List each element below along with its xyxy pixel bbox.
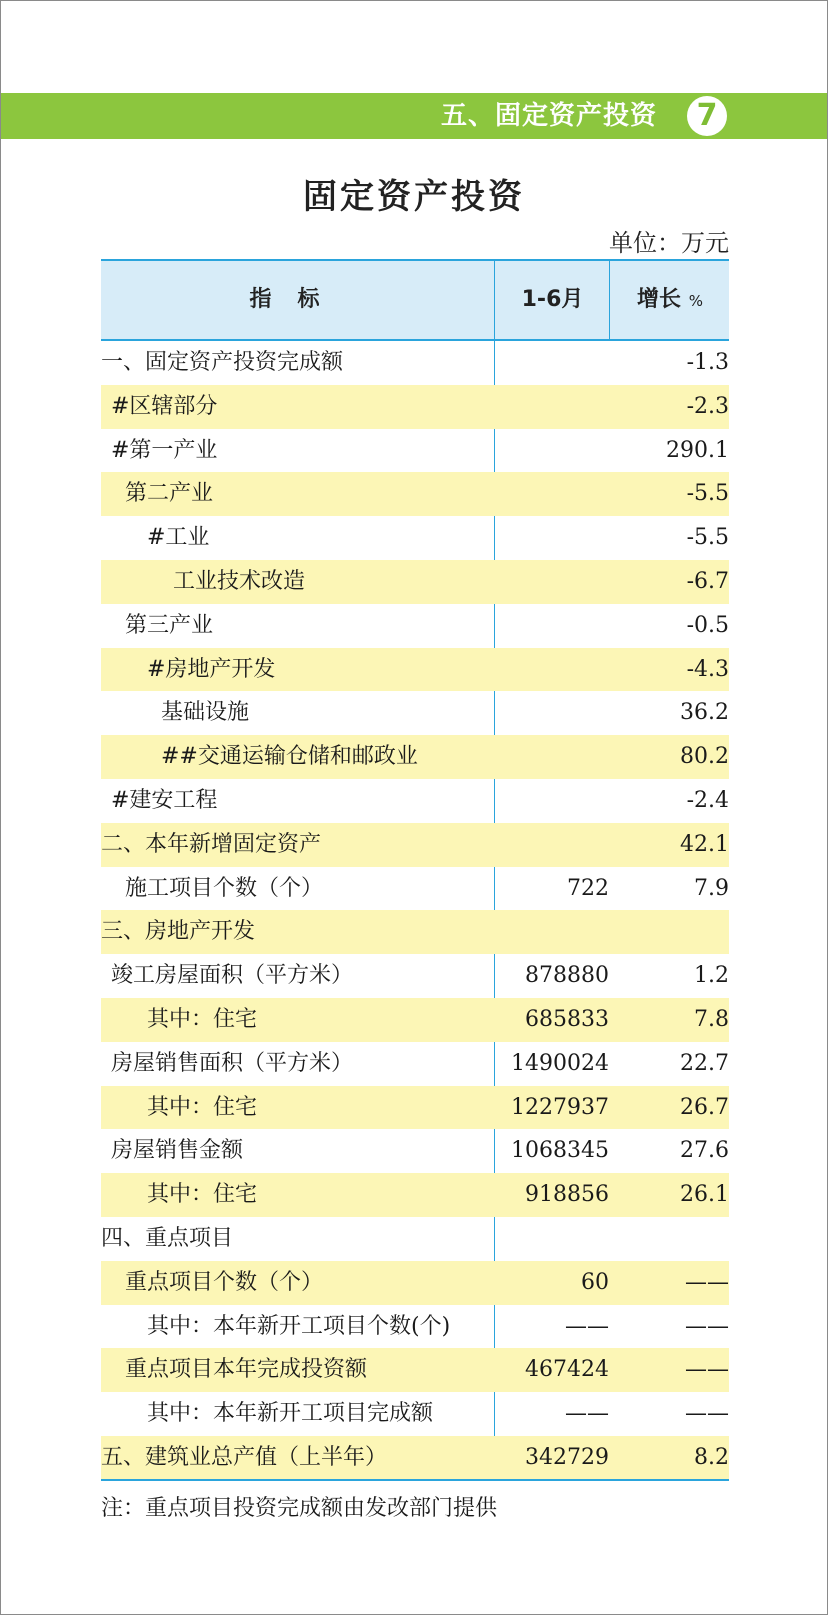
table-row [101, 472, 729, 516]
row-indicator: 房屋销售金额 [111, 1138, 244, 1164]
row-growth: —— [685, 1269, 729, 1295]
row-growth: 8.2 [694, 1444, 729, 1470]
row-indicator: 其中：住宅 [147, 1094, 258, 1120]
row-indicator: #房地产开发 [147, 656, 276, 682]
row-growth: -5.5 [686, 481, 729, 507]
row-indicator: 一、固定资产投资完成额 [101, 350, 344, 375]
header-growth [609, 261, 730, 339]
table-row [101, 1217, 729, 1261]
table-row [101, 429, 729, 473]
row-indicator: 其中：住宅 [147, 1182, 258, 1208]
table-row [101, 954, 729, 998]
section-number-badge: 7 [687, 96, 727, 136]
row-growth: -4.3 [686, 656, 729, 682]
row-indicator: 其中：住宅 [147, 1006, 258, 1032]
row-indicator: 五、建筑业总产值（上半年） [101, 1444, 388, 1470]
row-growth: -2.3 [686, 393, 729, 419]
table-body [101, 341, 729, 1480]
table-row [101, 1436, 729, 1480]
table-row [101, 516, 729, 560]
row-indicator: 其中：本年新开工项目完成额 [147, 1401, 434, 1427]
table-row [101, 910, 729, 954]
table-row [101, 1392, 729, 1436]
row-indicator: 重点项目个数（个） [125, 1269, 324, 1295]
row-growth: —— [685, 1401, 729, 1427]
header-period: 1-6月 [494, 261, 610, 339]
row-period-value: —— [565, 1313, 609, 1339]
row-growth: —— [685, 1357, 729, 1383]
table-row [101, 691, 729, 735]
row-growth: 80.2 [680, 744, 729, 770]
row-indicator: 房屋销售面积（平方米） [111, 1050, 354, 1076]
row-indicator: 二、本年新增固定资产 [101, 831, 322, 857]
table-row [101, 560, 729, 604]
table-row [101, 1086, 729, 1130]
row-growth: -1.3 [686, 350, 729, 375]
row-indicator: ##交通运输仓储和邮政业 [161, 744, 418, 770]
row-growth: 7.9 [694, 875, 729, 901]
row-growth: 26.7 [680, 1094, 729, 1120]
row-indicator: 工业技术改造 [173, 568, 306, 594]
table-bottom-rule [101, 1479, 729, 1481]
table-row [101, 604, 729, 648]
table-row [101, 1261, 729, 1305]
row-indicator: #第一产业 [111, 437, 218, 463]
row-period-value: —— [565, 1401, 609, 1427]
row-growth: —— [685, 1313, 729, 1339]
row-period-value: 1068345 [511, 1138, 609, 1164]
table-row [101, 735, 729, 779]
row-growth: -0.5 [686, 612, 729, 638]
header-indicator: 指标 [249, 287, 346, 312]
row-growth: 22.7 [680, 1050, 729, 1076]
row-growth: 27.6 [680, 1138, 729, 1164]
row-period-value: 467424 [525, 1357, 609, 1383]
table-row [101, 1305, 729, 1349]
row-period-value: 60 [581, 1269, 609, 1295]
row-period-value: 918856 [525, 1182, 609, 1208]
table-row [101, 1129, 729, 1173]
row-period-value: 342729 [525, 1444, 609, 1470]
row-indicator: 第二产业 [125, 481, 214, 507]
row-indicator: 三、房地产开发 [101, 919, 256, 945]
table-row [101, 823, 729, 867]
header-growth-label: 增长 [637, 287, 682, 312]
table-row [101, 867, 729, 911]
statistics-table [101, 259, 729, 1480]
page-title: 固定资产投资 [303, 177, 525, 217]
table-row [101, 779, 729, 823]
row-indicator: #工业 [147, 525, 210, 551]
row-period-value: 685833 [525, 1006, 609, 1032]
table-header [101, 259, 729, 341]
section-title: 五、固定资产投资 [440, 101, 657, 131]
row-indicator: 基础设施 [161, 700, 250, 726]
row-period-value: 878880 [525, 963, 609, 989]
footnote: 注：重点项目投资完成额由发改部门提供 [101, 1496, 498, 1521]
header-growth-unit: % [688, 292, 703, 310]
row-growth: 1.2 [694, 963, 729, 989]
unit-label: 单位：万元 [609, 229, 729, 257]
table-row [101, 648, 729, 692]
row-growth: 42.1 [680, 831, 729, 857]
row-indicator: 施工项目个数（个） [125, 875, 324, 901]
row-indicator: 竣工房屋面积（平方米） [111, 963, 354, 989]
row-indicator: #建安工程 [111, 787, 218, 813]
section-banner [1, 93, 827, 139]
row-period-value: 722 [567, 875, 609, 901]
row-period-value: 1490024 [511, 1050, 609, 1076]
row-growth: 36.2 [680, 700, 729, 726]
row-indicator: 第三产业 [125, 612, 214, 638]
row-indicator: 重点项目本年完成投资额 [125, 1357, 368, 1383]
row-growth: 7.8 [694, 1006, 729, 1032]
row-growth: 26.1 [680, 1182, 729, 1208]
table-row [101, 998, 729, 1042]
table-row [101, 385, 729, 429]
row-growth: -6.7 [686, 568, 729, 594]
row-period-value: 1227937 [511, 1094, 609, 1120]
row-growth: 290.1 [666, 437, 729, 463]
row-growth: -5.5 [686, 525, 729, 551]
row-growth: -2.4 [686, 787, 729, 813]
table-row [101, 1173, 729, 1217]
row-indicator: 四、重点项目 [101, 1225, 234, 1251]
row-indicator: 其中：本年新开工项目个数(个) [147, 1313, 451, 1339]
table-row [101, 341, 729, 385]
table-row [101, 1348, 729, 1392]
table-row [101, 1042, 729, 1086]
row-indicator: #区辖部分 [111, 393, 218, 419]
